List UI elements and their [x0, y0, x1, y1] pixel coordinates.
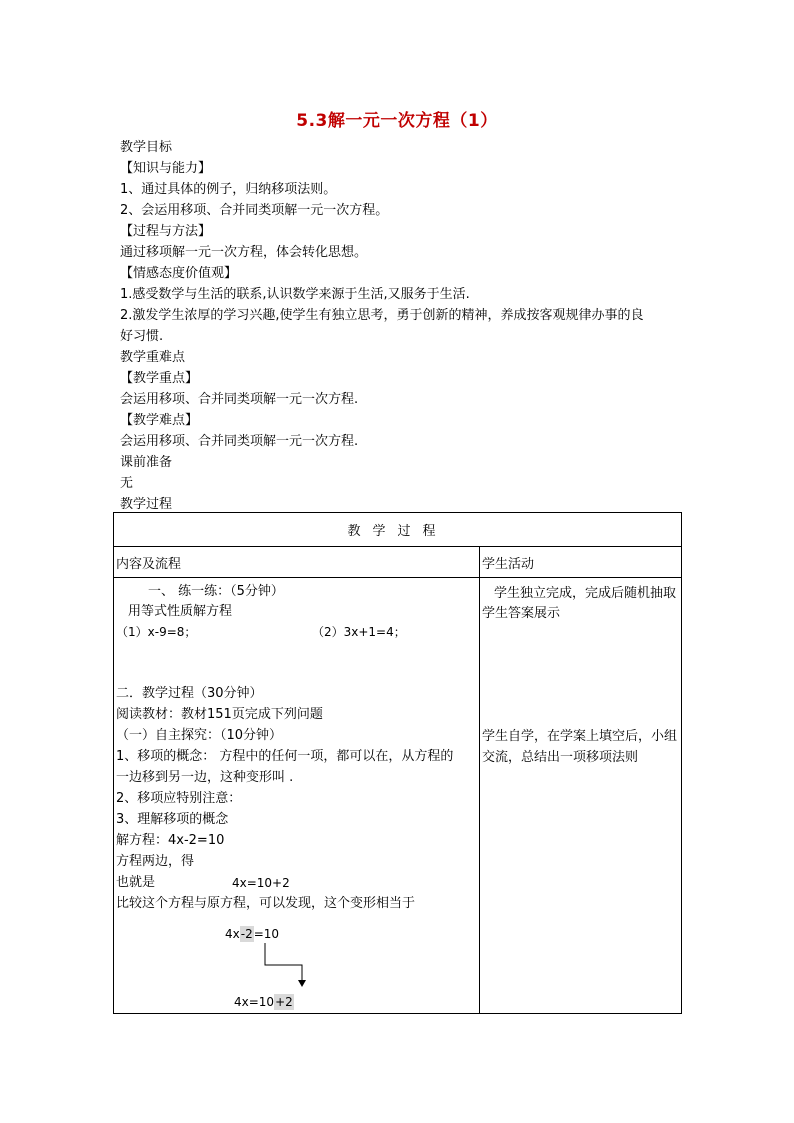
heading-knowledge: 【知识与能力】	[120, 161, 212, 176]
diagram-top-part-a: 4x	[225, 927, 240, 941]
heading-key-difficult: 教学重难点	[120, 350, 186, 365]
both-sides-text: 方程两边，得	[116, 854, 195, 869]
attitude-item-2: 2.激发学生浓厚的学习兴趣,使学生有独立思考，勇于创新的精神，养成按客观规律办事的良	[120, 308, 644, 323]
section-2-title: 二．教学过程（30分钟）	[116, 686, 263, 701]
attention-item: 2、移项应特别注意：	[116, 791, 242, 806]
understand-item: 3、理解移项的概念	[116, 812, 229, 827]
practice-title: 一、 练一练：（5分钟）	[148, 584, 284, 599]
col-content-header: 内容及流程	[114, 547, 480, 578]
concept-line-2: 一边移到另一边，这种变形叫 .	[116, 770, 294, 785]
self-study-title: （一）自主探究：（10分钟）	[116, 728, 283, 743]
key-text: 会运用移项、合并同类项解一元一次方程.	[120, 392, 359, 407]
process-table	[113, 512, 682, 1014]
equation-1: （1）x-9=8；	[116, 625, 197, 639]
heading-preparation: 课前准备	[120, 455, 173, 470]
also-equation: 4x=10+2	[232, 876, 290, 890]
heading-process: 【过程与方法】	[120, 224, 212, 239]
diagram-added-term: +2	[275, 995, 293, 1009]
compare-text: 比较这个方程与原方程，可以发现，这个变形相当于	[116, 896, 416, 911]
student-activity-2: 学生自学，在学案上填空后，小组交流，总结出一项移项法则	[482, 729, 678, 765]
heading-difficult: 【教学难点】	[120, 413, 199, 428]
equation-2: （2）3x+1=4；	[312, 625, 406, 639]
heading-key: 【教学重点】	[120, 371, 199, 386]
diagram-bottom-part-a: 4x=10	[234, 995, 275, 1009]
diagram-top-part-c: =10	[253, 927, 280, 941]
solve-equation: 解方程：4x-2=10	[116, 833, 225, 848]
attitude-item-2-cont: 好习惯.	[120, 329, 164, 344]
heading-teaching-process: 教学过程	[120, 497, 173, 512]
diagram-moved-term: -2	[240, 927, 253, 941]
diagram-bottom-equation	[234, 994, 294, 1010]
col-student-header: 学生活动	[480, 547, 682, 578]
heading-attitude: 【情感态度价值观】	[120, 266, 238, 281]
goal-item-2: 2、会运用移项、合并同类项解一元一次方程。	[120, 203, 389, 218]
transfer-arrow-icon	[254, 942, 314, 988]
page-title: 5.3解一元一次方程（1）	[296, 111, 498, 131]
attitude-item-1: 1.感受数学与生活的联系,认识数学来源于生活,又服务于生活.	[120, 287, 470, 302]
goal-item-1: 1、通过具体的例子，归纳移项法则。	[120, 182, 337, 197]
difficult-text: 会运用移项、合并同类项解一元一次方程.	[120, 434, 359, 449]
content-cell	[114, 578, 480, 1014]
diagram-top-equation	[225, 926, 279, 942]
preparation-text: 无	[120, 476, 134, 491]
also-label: 也就是	[116, 875, 156, 890]
table-header: 教学过程	[114, 513, 682, 547]
student-activity-1: 学生独立完成，完成后随机抽取学生答案展示	[482, 586, 677, 621]
concept-line-1: 1、移项的概念： 方程中的任何一项，都可以在，从方程的	[116, 749, 454, 764]
student-cell	[480, 578, 682, 1014]
practice-subtitle: 用等式性质解方程	[128, 604, 233, 619]
reading-instruction: 阅读教材：教材151页完成下列问题	[116, 707, 323, 722]
process-text: 通过移项解一元一次方程，体会转化思想。	[120, 245, 368, 260]
heading-goals: 教学目标	[120, 140, 173, 155]
